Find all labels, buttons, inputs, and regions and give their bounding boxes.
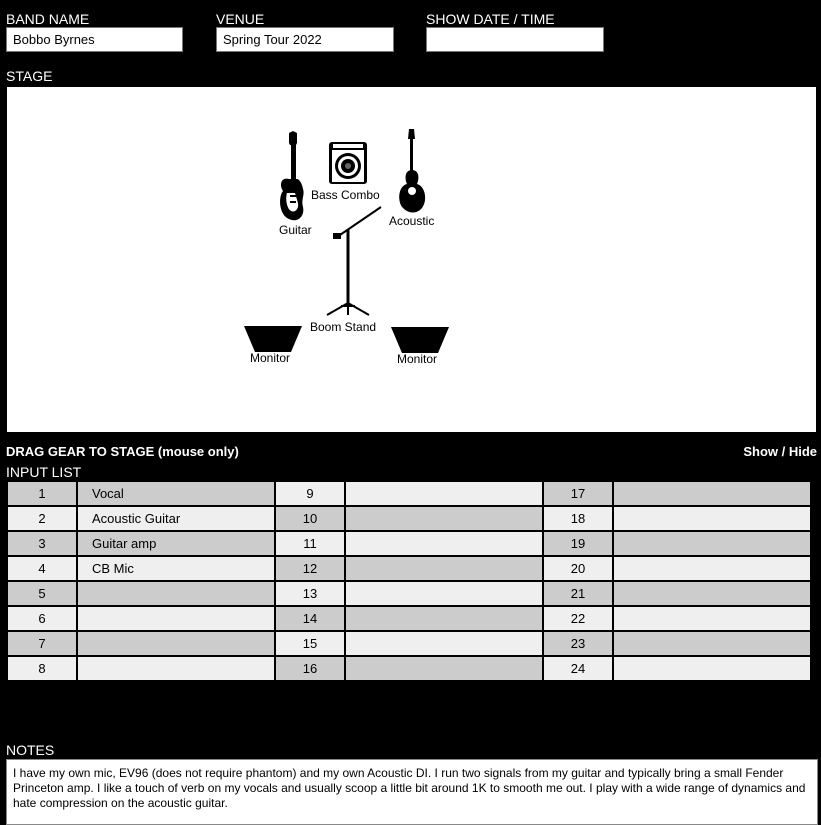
input-channel-name[interactable] [613, 656, 811, 681]
venue-input[interactable] [216, 27, 394, 52]
input-channel-number: 17 [543, 481, 613, 506]
input-channel-number: 22 [543, 606, 613, 631]
stage-item-monitor-right-label: Monitor [397, 352, 438, 366]
input-list-row [7, 606, 811, 631]
input-channel-name[interactable] [345, 581, 543, 606]
input-channel-name[interactable] [613, 606, 811, 631]
input-channel-name[interactable]: Guitar amp [77, 531, 275, 556]
input-channel-number: 12 [275, 556, 345, 581]
stage-item-bass-combo-label: Bass Combo [311, 188, 380, 202]
input-channel-number: 4 [7, 556, 77, 581]
input-channel-name[interactable]: Vocal [77, 481, 275, 506]
stage-item-guitar-label: Guitar [279, 223, 312, 237]
input-channel-name[interactable]: Acoustic Guitar [77, 506, 275, 531]
electric-guitar-icon [275, 129, 311, 225]
input-channel-name[interactable] [345, 606, 543, 631]
boom-stand-icon [315, 205, 385, 317]
input-channel-number: 2 [7, 506, 77, 531]
input-channel-number: 11 [275, 531, 345, 556]
input-channel-number: 23 [543, 631, 613, 656]
stage-item-acoustic-label: Acoustic [389, 214, 435, 228]
input-channel-name[interactable] [77, 606, 275, 631]
band-name-label: BAND NAME [6, 11, 90, 27]
input-channel-number: 3 [7, 531, 77, 556]
stage-item-guitar[interactable] [275, 129, 311, 230]
input-channel-number: 18 [543, 506, 613, 531]
acoustic-guitar-icon [395, 128, 429, 218]
input-channel-number: 5 [7, 581, 77, 606]
drag-gear-label: DRAG GEAR TO STAGE (mouse only) [6, 444, 239, 459]
input-channel-name[interactable] [345, 656, 543, 681]
input-channel-name[interactable] [345, 531, 543, 556]
input-channel-name[interactable] [345, 556, 543, 581]
notes-label: NOTES [6, 742, 55, 758]
input-channel-number: 14 [275, 606, 345, 631]
input-channel-name[interactable] [613, 631, 811, 656]
input-list-label: INPUT LIST [6, 464, 82, 480]
stage-item-boom-stand-label: Boom Stand [310, 320, 377, 334]
show-date-input[interactable] [426, 27, 604, 52]
input-channel-number: 13 [275, 581, 345, 606]
input-channel-number: 8 [7, 656, 77, 681]
input-channel-number: 9 [275, 481, 345, 506]
input-channel-name[interactable] [613, 581, 811, 606]
input-channel-name[interactable] [345, 481, 543, 506]
notes-textarea[interactable]: I have my own mic, EV96 (does not require phantom) and my own Acoustic DI. I run two signals from my guitar and typically bring a small Fender Princeton amp. I like a touch of verb on my vocals and usually scoop a little bit around 1K to smooth me out. I play with a wide range of dynamics and hate compression on the acoustic guitar. [6, 759, 818, 825]
input-channel-number: 7 [7, 631, 77, 656]
input-channel-number: 16 [275, 656, 345, 681]
monitor-wedge-icon [243, 325, 303, 353]
stage-item-boom-stand[interactable] [315, 205, 385, 322]
stage-label: STAGE [6, 68, 53, 84]
input-list-table [6, 480, 812, 682]
stage-item-monitor-left-label: Monitor [250, 351, 291, 365]
input-channel-number: 19 [543, 531, 613, 556]
input-list-row [7, 581, 811, 606]
input-channel-number: 24 [543, 656, 613, 681]
monitor-wedge-icon [390, 326, 450, 354]
input-list-row [7, 556, 811, 581]
input-channel-number: 15 [275, 631, 345, 656]
input-channel-name[interactable] [77, 581, 275, 606]
input-channel-name[interactable]: CB Mic [77, 556, 275, 581]
input-channel-name[interactable] [77, 631, 275, 656]
input-channel-number: 1 [7, 481, 77, 506]
bass-combo-amp-icon [328, 141, 368, 185]
input-channel-name[interactable] [77, 656, 275, 681]
input-list-row [7, 506, 811, 531]
input-channel-number: 20 [543, 556, 613, 581]
input-channel-number: 10 [275, 506, 345, 531]
input-list-row [7, 656, 811, 681]
stage-item-bass-combo[interactable] [328, 141, 368, 190]
stage-area[interactable] [7, 87, 816, 432]
venue-label: VENUE [216, 11, 265, 27]
input-channel-name[interactable] [613, 556, 811, 581]
input-channel-name[interactable] [345, 506, 543, 531]
input-channel-number: 21 [543, 581, 613, 606]
input-channel-number: 6 [7, 606, 77, 631]
stage-item-acoustic[interactable] [395, 128, 429, 223]
input-channel-name[interactable] [613, 531, 811, 556]
input-channel-name[interactable] [613, 481, 811, 506]
input-list-row [7, 631, 811, 656]
show-date-label: SHOW DATE / TIME [426, 11, 555, 27]
band-name-input[interactable] [6, 27, 183, 52]
input-list-row [7, 481, 811, 506]
show-hide-toggle[interactable]: Show / Hide [743, 444, 817, 459]
input-list-row [7, 531, 811, 556]
input-channel-name[interactable] [613, 506, 811, 531]
input-channel-name[interactable] [345, 631, 543, 656]
